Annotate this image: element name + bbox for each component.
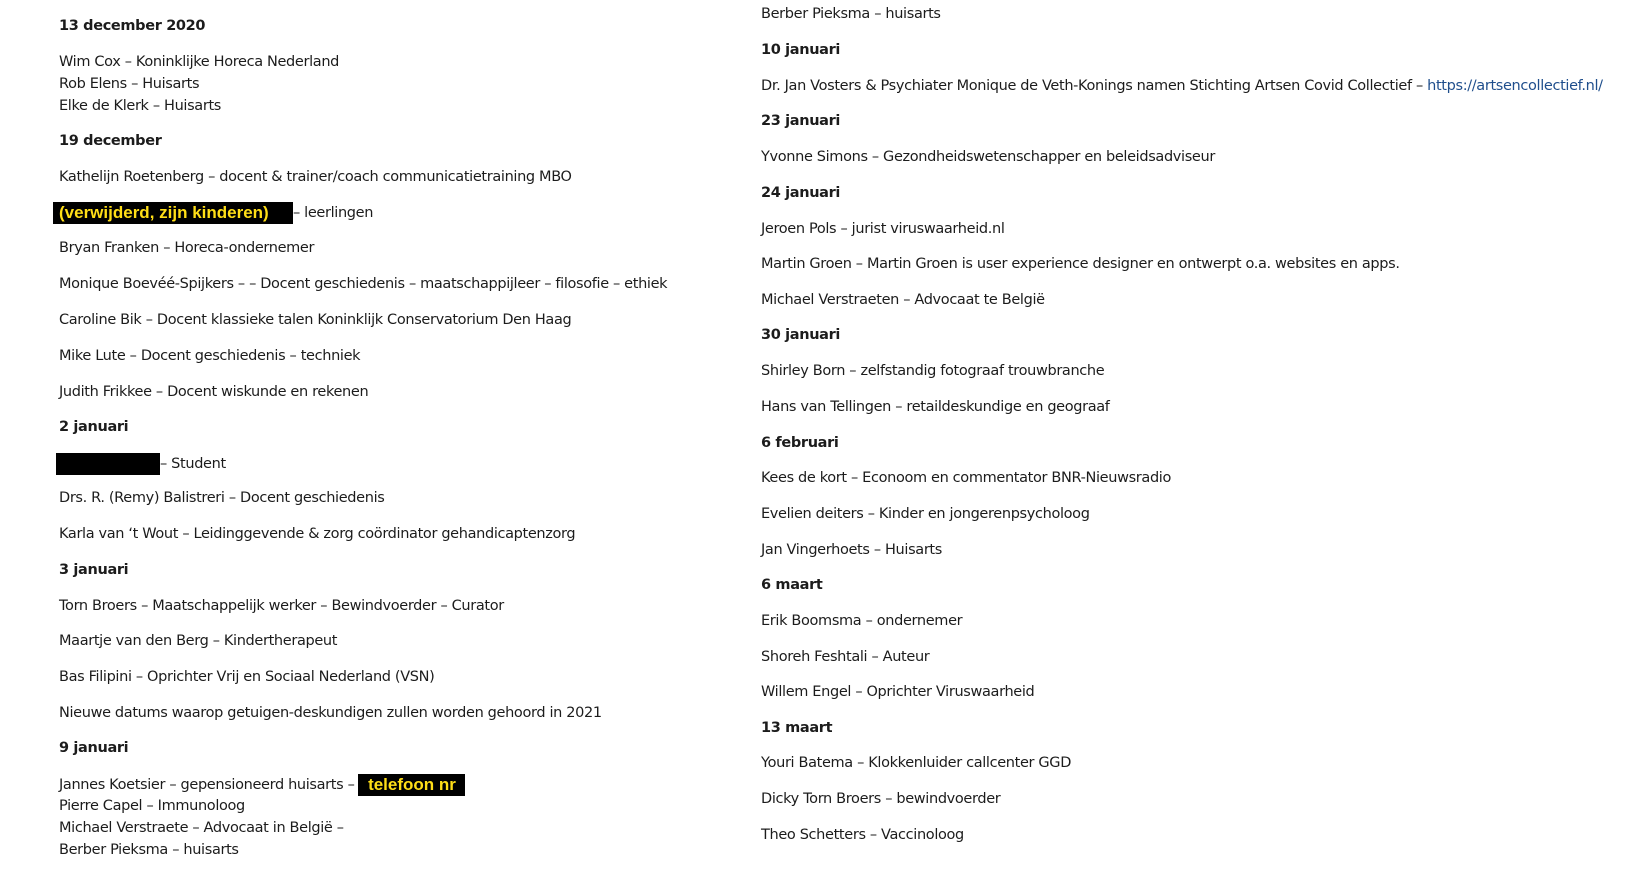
- list-item: Wim Cox – Koninklijke Horeca Nederland: [59, 54, 340, 70]
- list-item: Hans van Tellingen – retaildeskundige en geograaf: [761, 399, 1110, 415]
- list-item: Judith Frikkee – Docent wiskunde en rekenen: [59, 384, 369, 400]
- date-heading: 10 januari: [761, 42, 841, 58]
- date-heading: 13 december 2020: [59, 18, 206, 34]
- redaction-label: telefoon nr: [358, 774, 465, 796]
- date-heading: 6 februari: [761, 435, 839, 451]
- date-heading: 6 maart: [761, 577, 823, 593]
- list-item: Martin Groen – Martin Groen is user experience designer en ontwerpt o.a. websites en apps.: [761, 256, 1400, 272]
- date-heading: 2 januari: [59, 419, 129, 435]
- list-item: Nieuwe datums waarop getuigen-deskundigen zullen worden gehoord in 2021: [59, 705, 602, 721]
- list-item: [56, 453, 226, 475]
- date-heading: 19 december: [59, 133, 162, 149]
- list-item: Shirley Born – zelfstandig fotograaf trouwbranche: [761, 363, 1105, 379]
- list-item: Yvonne Simons – Gezondheidswetenschapper en beleidsadviseur: [761, 149, 1215, 165]
- date-heading: 30 januari: [761, 327, 841, 343]
- list-item: Rob Elens – Huisarts: [59, 76, 200, 92]
- date-heading: 9 januari: [59, 740, 129, 756]
- date-heading: 24 januari: [761, 185, 841, 201]
- list-item: [761, 76, 1603, 96]
- list-item: Michael Verstraete – Advocaat in België –: [59, 820, 344, 836]
- list-item: Evelien deiters – Kinder en jongerenpsycholoog: [761, 506, 1090, 522]
- list-item: Jeroen Pols – jurist viruswaarheid.nl: [761, 221, 1005, 237]
- list-item: Elke de Klerk – Huisarts: [59, 98, 221, 114]
- date-heading: 3 januari: [59, 562, 129, 578]
- list-item: Bas Filipini – Oprichter Vrij en Sociaal Nederland (VSN): [59, 669, 435, 685]
- list-item-text: Dr. Jan Vosters & Psychiater Monique de Veth-Konings namen Stichting Artsen Covid Collectief –: [761, 78, 1423, 94]
- list-item: Willem Engel – Oprichter Viruswaarheid: [761, 684, 1035, 700]
- list-item: Drs. R. (Remy) Balistreri – Docent geschiedenis: [59, 490, 385, 506]
- list-item: Karla van ‘t Wout – Leidinggevende & zorg coördinator gehandicaptenzorg: [59, 526, 576, 542]
- list-item: Dicky Torn Broers – bewindvoerder: [761, 791, 1001, 807]
- list-item: Monique Boevéé-Spijkers – – Docent geschiedenis – maatschappijleer – filosofie – ethiek: [59, 276, 668, 292]
- list-item: Shoreh Feshtali – Auteur: [761, 649, 930, 665]
- list-item: Pierre Capel – Immunoloog: [59, 798, 245, 814]
- list-item: Maartje van den Berg – Kindertherapeut: [59, 633, 338, 649]
- date-heading: 23 januari: [761, 113, 841, 129]
- list-item-tail: – Student: [160, 456, 226, 472]
- list-item: Kees de kort – Econoom en commentator BNR-Nieuwsradio: [761, 470, 1172, 486]
- date-heading: 13 maart: [761, 720, 833, 736]
- list-item: Youri Batema – Klokkenluider callcenter GGD: [761, 755, 1072, 771]
- list-item-tail: – leerlingen: [293, 205, 374, 221]
- list-item: Michael Verstraeten – Advocaat te België: [761, 292, 1045, 308]
- list-item: Theo Schetters – Vaccinoloog: [761, 827, 964, 843]
- artsencollectief-link[interactable]: https://artsencollectief.nl/: [1427, 78, 1603, 94]
- list-item: Caroline Bik – Docent klassieke talen Koninklijk Conservatorium Den Haag: [59, 312, 572, 328]
- list-item: [53, 202, 373, 224]
- list-item-head: Jannes Koetsier – gepensioneerd huisarts –: [59, 777, 355, 793]
- list-item: Berber Pieksma – huisarts: [761, 6, 941, 22]
- list-item: Mike Lute – Docent geschiedenis – techniek: [59, 348, 361, 364]
- list-item: Torn Broers – Maatschappelijk werker – Bewindvoerder – Curator: [59, 598, 504, 614]
- list-item: Berber Pieksma – huisarts: [59, 842, 239, 858]
- list-item: Bryan Franken – Horeca-ondernemer: [59, 240, 315, 256]
- redaction-label: (verwijderd, zijn kinderen): [53, 202, 293, 224]
- list-item: Kathelijn Roetenberg – docent & trainer/coach communicatietraining MBO: [59, 169, 572, 185]
- redaction-box: [56, 453, 160, 475]
- list-item: Jan Vingerhoets – Huisarts: [761, 542, 942, 558]
- list-item: Erik Boomsma – ondernemer: [761, 613, 963, 629]
- list-item: [59, 774, 465, 796]
